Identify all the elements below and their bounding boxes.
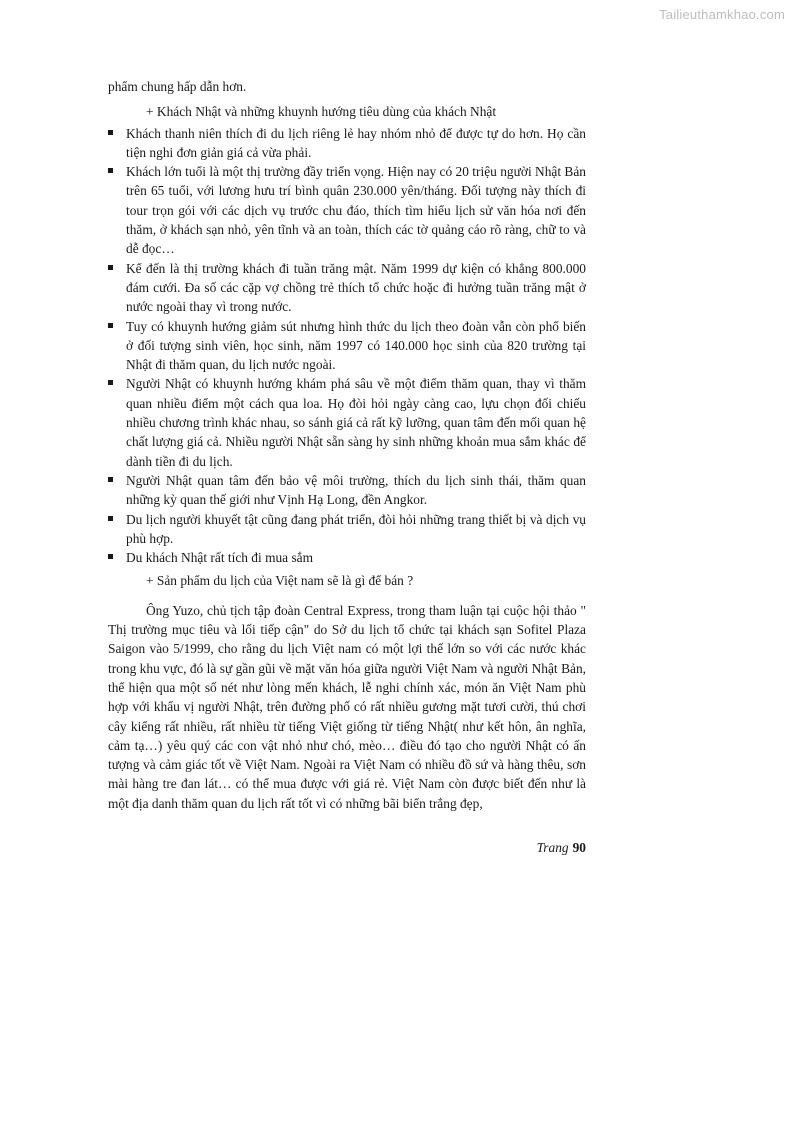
list-item [108, 374, 586, 470]
list-item [108, 124, 586, 163]
bullet-square-icon [108, 380, 113, 385]
list-item-text: Kể đến là thị trường khách đi tuần trăng mật. Năm 1999 dự kiện có khẳng 800.000 đám cưới. Đa số các cặp vợ chồng trẻ thích tổ chức hoặc đi hưởng tuần trăng mật ở nước ngoài thay vì trong nước. [126, 260, 586, 315]
bullet-square-icon [108, 554, 113, 559]
list-item-text: Người Nhật có khuynh hướng khám phá sâu về một điểm thăm quan, thay vì thăm quan nhiều điểm một cách qua loa. Họ đòi hỏi ngày càng cao, lựu chọn đối chiếu nhiều chương trình khác nhau, so sánh giá cả rất kỹ lưỡng, quan tâm đến mối quan hệ chất lượng giá cả. Nhiều người Nhật sẵn sàng hy sinh những khoản mua sắm khác để dành tiền đi du lịch. [126, 376, 586, 469]
page-number-value: 90 [572, 840, 586, 855]
list-item-text: Du khách Nhật rất tích đi mua sắm [126, 550, 314, 566]
bullet-square-icon [108, 265, 113, 270]
section-heading-japanese-tourists: + Khách Nhật và những khuynh hướng tiêu dùng của khách Nhật [146, 104, 497, 120]
bullet-list [108, 124, 586, 568]
list-item [108, 259, 586, 317]
bullet-square-icon [108, 516, 113, 521]
bullet-square-icon [108, 168, 113, 173]
bullet-square-icon [108, 323, 113, 328]
list-item [108, 471, 586, 510]
bullet-square-icon [108, 130, 113, 135]
body-paragraph: Ông Yuzo, chủ tịch tập đoàn Central Express, trong tham luận tại cuộc hội thảo " Thị trường mục tiêu và lối tiếp cận" do Sở du lịch tổ chức tại khách sạn Sofitel Plaza Saigon vào 5/1999, cho rằng du lịch Việt nam có một lợi thế lớn so với các nước khác trong khu vực, đó là sự gần gũi về mặt văn hóa giữa người Việt Nam và người Nhật Bản, thể hiện qua một số nét như lòng mến khách, lễ nghi chính xác, món ăn Việt Nam phù hợp với khẩu vị người Nhật, trên đường phố có rất nhiều gương mặt tươi cười, thú chơi cây kiểng rất nhiều, rất nhiều từ tiếng Việt giống từ tiếng Nhật( như kết hôn, ân nghĩa, cảm tạ…) yêu quý các con vật nhỏ như chó, mèo… điều đó tạo cho người Nhật có ấn tượng và cảm giác tốt về Việt Nam. Ngoài ra Việt Nam có nhiều đồ sứ và hàng thêu, sơn mài hàng tre đan lát… có thể mua được với giá rẻ. Việt Nam còn được biết đến như là một địa danh thăm quan du lịch rất tốt vì có những bãi biển trắng đẹp, [108, 602, 586, 811]
list-item-text: Khách lớn tuổi là một thị trường đầy triển vọng. Hiện nay có 20 triệu người Nhật Bản trên 65 tuổi, với lương hưu trí bình quân 230.000 yên/tháng. Đối tượng này thích đi tour trọn gói với các dịch vụ trước chu đáo, thích tìm hiểu lịch sử văn hóa nơi đến thăm, ở khách sạn nhỏ, yên tĩnh và an toàn, thích các tờ quảng cáo rõ ràng, chữ to và dễ đọc… [126, 164, 586, 257]
list-item-text: Tuy có khuynh hướng giảm sút nhưng hình thức du lịch theo đoàn vẫn còn phổ biến ở đối tượng sinh viên, học sinh, năm 1997 có 140.000 học sinh của 820 trường tại Nhật đi thăm quan, du lịch nước ngoài. [126, 318, 586, 373]
list-item [108, 162, 586, 258]
list-item [108, 548, 586, 567]
page-number [108, 840, 586, 856]
list-item [108, 510, 586, 549]
section-heading-vietnam-products: + Sản phẩm du lịch của Việt nam sẽ là gì để bán ? [146, 573, 414, 589]
watermark-text: Tailieuthamkhao.com [659, 7, 785, 22]
list-item-text: Khách thanh niên thích đi du lịch riêng lẻ hay nhóm nhỏ để được tự do hơn. Họ cần tiện nghi đơn giản giá cả vừa phải. [126, 125, 586, 160]
list-item [108, 317, 586, 375]
page-label: Trang [536, 840, 569, 855]
list-item-text: Du lịch người khuyết tật cũng đang phát triển, đòi hỏi những trang thiết bị và dịch vụ phù hợp. [126, 511, 586, 546]
list-item-text: Người Nhật quan tâm đến bảo vệ môi trường, thích du lịch sinh thái, thăm quan những kỳ quan thế giới như Vịnh Hạ Long, đền Angkor. [126, 472, 586, 508]
document-body [108, 77, 586, 813]
intro-fragment: phẩm chung hấp dẫn hơn. [108, 79, 247, 94]
bullet-square-icon [108, 477, 113, 482]
